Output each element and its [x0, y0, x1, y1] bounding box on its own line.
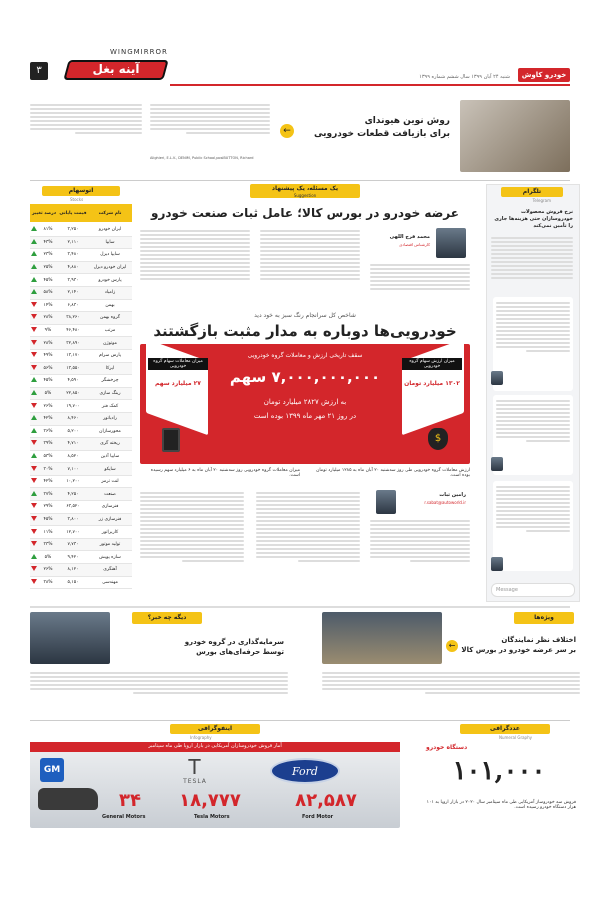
stock-price: ۶,۸۳۰: [67, 302, 79, 308]
arrow-up-icon: [30, 251, 38, 258]
table-row: [30, 551, 132, 564]
header-rule: [170, 84, 570, 86]
stock-name: لنت ترمز: [101, 479, 119, 485]
table-row: [30, 476, 132, 489]
stock-price: ۴۶,۴۸۰: [66, 328, 80, 334]
divider: [30, 720, 570, 721]
infography-caption: آمار فروش خودروسازان آمریکایی در بازار اروپا طی ماه سپتامبر: [148, 743, 282, 749]
ford-logo: [270, 758, 340, 784]
stock-change: ۳۸%: [43, 579, 53, 585]
table-row: [30, 300, 132, 313]
telegram-label: تلگرام: [501, 187, 563, 197]
stock-change: ۲۸%: [43, 340, 53, 346]
stock-price: ۱۳,۱۷۰: [66, 353, 80, 359]
stock-change: ۴۹%: [43, 353, 53, 359]
arrow-icon: ←: [280, 124, 294, 138]
suggestion-section: [140, 184, 470, 310]
headlines-title-line1: اختلاف نظر نمایندگان: [501, 636, 576, 644]
infographic-date-line: در روز ۲۱ مهر ماه ۱۳۹۹ بوده است: [253, 412, 357, 420]
stock-name: صنعت: [104, 491, 116, 497]
main-body-3: [140, 490, 244, 564]
gm-logo: [40, 758, 64, 782]
stock-name: آهنگری: [103, 567, 117, 573]
another-view-section: [30, 612, 288, 716]
top-story-title-line2: برای بازیافت قطعات خودرویی: [313, 129, 450, 139]
stock-change: ۳۹%: [43, 441, 53, 447]
table-row: [30, 539, 132, 552]
table-row: [30, 526, 132, 539]
arrow-down-icon: [30, 566, 38, 573]
stock-change: ۲۸%: [43, 315, 53, 321]
suggestion-author-role: کارشناس اقتصادی: [399, 242, 430, 247]
stock-name: پارس سرام: [98, 353, 121, 359]
arrow-up-icon: [30, 264, 38, 271]
infographic-bottom-right: ارزش معاملات گروه خودرویی طی روز سه‌شنبه ۲۰ آبان ماه به ۱۲۸۵ میلیارد تومان بوده است.: [316, 468, 470, 478]
numeral-graphy-label: عددگرافی: [460, 724, 550, 734]
top-story-title-line1: روش نوین هیوندای: [364, 116, 450, 126]
table-row: [30, 337, 132, 350]
arrow-up-icon: [30, 239, 38, 246]
suggestion-title: عرضه خودرو در بورس کالا؛ عامل ثبات صنعت خودرو: [151, 206, 459, 220]
tesla-t-icon: T: [188, 755, 202, 779]
message-input[interactable]: [491, 583, 575, 597]
table-row: [30, 363, 132, 376]
stock-name: ساپکو: [104, 466, 116, 472]
arrow-down-icon: [30, 440, 38, 447]
main-author-email: r.sabat@autoworld.ir: [424, 500, 466, 505]
top-story-title: [300, 116, 450, 139]
stock-name: رادیاتور: [103, 416, 117, 422]
top-story-body-1: [150, 102, 270, 136]
stock-change: ۳۶%: [43, 428, 53, 434]
arrow-down-icon: [30, 579, 38, 586]
telegram-sublabel: Telegram: [532, 198, 551, 203]
arrow-down-icon: [30, 314, 38, 321]
headlines-section: [322, 612, 580, 716]
stock-price: ۳,۲۵۰: [67, 227, 79, 233]
numeral-graphy-section: [418, 724, 580, 824]
header-price: قیمت پایانی: [59, 210, 87, 216]
arrow-up-icon: [30, 226, 38, 233]
another-view-title-line1: سرمایه‌گذاری در گروه خودرو: [184, 638, 284, 646]
stock-change: ۲۵%: [43, 265, 53, 271]
infography-sublabel: Infography: [190, 735, 212, 740]
table-row: [30, 501, 132, 514]
arrow-down-icon: [30, 516, 38, 523]
main-story-title: خودرویی‌ها دوباره به مدار مثبت بازگشتند: [153, 322, 457, 340]
section-title: آینه بغل: [92, 62, 140, 76]
car-icon: [38, 788, 98, 810]
table-row: [30, 388, 132, 401]
header-company: نام شرکت: [98, 210, 122, 216]
avatar: [491, 457, 503, 471]
stocks-table: [30, 184, 132, 602]
main-story-kicker: شاخص کل سرانجام رنگ سبز به خود دید: [254, 312, 356, 319]
headlines-title-line2: بر سر عرضه خودرو در بورس کالا: [461, 646, 576, 654]
numeral-graphy-sublabel: Numeral Graphy: [499, 735, 532, 740]
main-author-photo: [376, 490, 396, 514]
numeral-graphy-number: ۱۰۱,۰۰۰: [452, 756, 546, 786]
table-row: [30, 224, 132, 237]
stock-change: ۴۵%: [43, 378, 53, 384]
stock-change: ۵%: [44, 554, 52, 560]
suggestion-label: یک مسئله، یک پیشنهاد: [271, 185, 339, 192]
stocks-label: اتوسهام: [42, 186, 120, 196]
stock-name: کاربراتور: [101, 529, 119, 535]
arrow-up-icon: [30, 377, 38, 384]
stock-change: ۴۲%: [43, 479, 53, 485]
another-view-photo: [30, 612, 110, 664]
stock-name: گروه بهمن: [100, 315, 120, 321]
arrow-down-icon: [30, 541, 38, 548]
arrow-up-icon: [30, 277, 38, 284]
headlines-body: [322, 670, 580, 696]
suggestion-author: محمد فرج اللهی: [389, 234, 430, 240]
stocks-header: [30, 204, 132, 222]
stock-name: سایپا آذین: [100, 453, 120, 459]
telegram-body-1: [491, 235, 573, 281]
infography-panel: [30, 742, 400, 828]
suggestion-body-1: [370, 262, 470, 292]
arrow-up-icon: [30, 390, 38, 397]
arrow-up-icon: [30, 491, 38, 498]
stock-change: ۵۳%: [43, 453, 53, 459]
stock-change: ۴۵%: [43, 516, 53, 522]
stock-name: چرخشگر: [101, 378, 119, 384]
numeral-graphy-caption: فروش سه خودروساز آمریکایی طی ماه سپتامبر سال ۲۰۲۰ در بازار اروپا به ۱۰۱ هزار دستگاه خودرو رسیده است.: [426, 800, 576, 810]
table-row: [30, 451, 132, 464]
arrow-down-icon: [30, 365, 38, 372]
table-row: [30, 413, 132, 426]
infographic-value-line: به ارزش ۲۸۲۷ میلیارد تومان: [263, 398, 347, 406]
telegram-bubble-2: [493, 395, 573, 475]
stock-price: ۴,۷۱۰: [67, 441, 79, 447]
main-story: [140, 312, 470, 602]
stock-name: مهندسی: [102, 579, 118, 585]
stock-change: ۸۱%: [43, 227, 53, 233]
stock-change: ۴۵%: [43, 277, 53, 283]
right-stat-block: [402, 339, 464, 436]
stock-change: ۱۱%: [43, 529, 53, 535]
stock-name: سازه پویش: [99, 554, 121, 560]
stock-price: ۹,۴۲۰: [67, 554, 79, 560]
gm-logo-text: GM: [43, 765, 61, 775]
table-row: [30, 325, 132, 338]
wing-mirror-label: WINGMIRROR: [110, 48, 168, 56]
table-row: [30, 287, 132, 300]
table-row: [30, 463, 132, 476]
arrow-up-icon: [30, 415, 38, 422]
masthead: [30, 48, 570, 92]
stock-price: ۶۳,۵۲۰: [66, 504, 80, 510]
another-view-title: [114, 638, 284, 656]
main-body-1: [370, 518, 470, 564]
tesla-value: ۱۸,۷۷۷: [179, 790, 241, 811]
stock-price: ۵,۱۵۰: [67, 579, 79, 585]
stock-price: ۴,۸۸۰: [67, 265, 79, 271]
stock-change: ۴۲%: [43, 416, 53, 422]
stock-change: ۲۶%: [43, 567, 53, 573]
suggestion-body-3: [140, 228, 250, 282]
stock-price: ۱۹,۷۰۰: [66, 403, 80, 409]
stock-price: ۳,۴۸۰: [67, 252, 79, 258]
stock-change: ۲۶%: [43, 403, 53, 409]
stock-price: ۸,۵۲۰: [67, 453, 79, 459]
page-number: ۳: [30, 62, 48, 80]
numeral-graphy-kicker: دستگاه خودرو: [426, 744, 468, 751]
stocks-sublabel: Stocks: [70, 197, 84, 202]
suggestion-sublabel: Suggestion: [293, 193, 317, 198]
telegram-headline: نرخ فروش محصولات خودروسازان حتی هزینه‌ها جاری را تأمین نمی‌کند: [494, 209, 573, 229]
table-row: [30, 400, 132, 413]
infographic-top-caption: سقف تاریخی ارزش و معاملات گروه خودرویی: [247, 352, 363, 359]
table-row: [30, 350, 132, 363]
table-row: [30, 426, 132, 439]
stock-price: ۱۰,۲۰۰: [66, 479, 80, 485]
top-story-credits: Alighieri, E.L.V., DENIM, Public School,posiBUTTON, Richard: [150, 156, 254, 160]
stock-price: ۸,۱۲۰: [67, 567, 79, 573]
stock-name: سایپا: [105, 239, 115, 245]
divider: [30, 180, 570, 181]
table-row: [30, 249, 132, 262]
stock-change: ۳۰%: [43, 466, 53, 472]
table-row: [30, 577, 132, 590]
stock-price: ۳,۸۰۰: [67, 516, 79, 522]
stock-name: ریخته گری: [100, 441, 120, 447]
table-row: [30, 237, 132, 250]
stock-price: ۳۲,۸۹۰: [66, 340, 80, 346]
stock-price: ۳,۹۳۰: [67, 277, 79, 283]
stock-price: ۲,۱۱۰: [67, 239, 79, 245]
arrow-icon: ←: [446, 640, 458, 652]
table-row: [30, 375, 132, 388]
stock-price: ۲۲,۸۵۰: [66, 391, 80, 397]
another-view-label: دیگه چه خبر؟: [132, 612, 202, 624]
stock-price: ۱۲,۷۰۰: [66, 529, 80, 535]
stock-name: فنرسازی: [101, 504, 119, 510]
telegram-bubble-1: [493, 297, 573, 391]
stock-name: مرتب: [104, 328, 116, 334]
stock-change: ۵۸%: [43, 290, 53, 296]
arrow-up-icon: [30, 453, 38, 460]
left-stat-block: [146, 339, 208, 436]
stock-change: ۹%: [44, 328, 52, 334]
stock-price: ۸,۴۶۰: [67, 416, 79, 422]
infography-section: [30, 724, 400, 828]
main-author: رامین ثبات: [439, 492, 466, 498]
stock-change: ۵۶%: [43, 365, 53, 371]
stock-change: ۵%: [44, 391, 52, 397]
avatar: [491, 557, 503, 571]
left-stat-label: میزان معاملات سهام گروه خودرویی: [148, 358, 208, 370]
headlines-photo: [322, 612, 442, 664]
table-row: [30, 564, 132, 577]
arrow-up-icon: [30, 554, 38, 561]
stock-name: ایرکا: [105, 365, 115, 371]
stock-change: ۲۹%: [43, 504, 53, 510]
header-change: درصد تغییر: [31, 210, 57, 216]
stock-change: ۴۳%: [43, 239, 53, 245]
arrow-down-icon: [30, 466, 38, 473]
message-placeholder: Message: [496, 587, 518, 593]
arrow-down-icon: [30, 327, 38, 334]
tesla-logo-text: TESLA: [183, 778, 207, 785]
table-row: [30, 262, 132, 275]
stock-name: سایپا دیزل: [100, 252, 120, 258]
arrow-down-icon: [30, 340, 38, 347]
table-row: [30, 488, 132, 501]
arrow-down-icon: [30, 403, 38, 410]
stock-change: ۳۷%: [43, 491, 53, 497]
stock-price: ۴,۵۹۰: [67, 378, 79, 384]
main-body-2: [256, 490, 360, 564]
stock-price: ۱۳,۵۵۰: [66, 365, 80, 371]
stock-price: ۳۸,۲۶۰: [66, 315, 80, 321]
arrow-down-icon: [30, 529, 38, 536]
stock-name: ایران خودرو دیزل: [93, 265, 127, 271]
suggestion-body-2: [260, 228, 360, 282]
infographic-big-number: ۷,۰۰۰,۰۰۰,۰۰۰ سهم: [229, 368, 381, 386]
tesla-logo: [170, 756, 220, 788]
telegram-column: [486, 184, 580, 602]
calculator-icon: [162, 428, 180, 452]
stock-price: ۴,۲۵۰: [67, 491, 79, 497]
stock-price: ۵,۲۰۰: [67, 428, 79, 434]
top-story: [30, 96, 570, 176]
arrow-up-icon: [30, 289, 38, 296]
stock-name: زامیاد: [104, 290, 116, 296]
arrow-down-icon: [30, 302, 38, 309]
ford-value: ۸۲,۵۸۷: [295, 790, 357, 811]
stock-name: بهمن: [105, 302, 115, 308]
table-row: [30, 514, 132, 527]
arrow-down-icon: [30, 503, 38, 510]
stock-price: ۷,۷۳۰: [67, 542, 79, 548]
avatar: [491, 371, 503, 385]
money-bag-icon: $: [428, 428, 448, 450]
ford-name: Ford Motor: [302, 814, 334, 820]
stock-name: رینگ سازی: [99, 391, 121, 397]
right-stat-value: ۱۳۰۲ میلیارد تومان: [404, 380, 460, 387]
stock-name: کمک فنر: [101, 403, 119, 409]
headlines-label: ویژه‌ها: [514, 612, 574, 624]
stock-name: محورسازان: [99, 428, 121, 434]
stock-name: پارس خودرو: [98, 277, 122, 283]
another-view-title-line2: توسط حرفه‌ای‌های بورس: [196, 648, 284, 656]
top-story-body-2: [30, 102, 142, 136]
gm-value: ۳۴: [119, 790, 141, 811]
stock-name: موتوژن: [103, 340, 117, 346]
stock-change: ۳۳%: [43, 542, 53, 548]
left-stat-value: ۲۷ میلیارد سهم: [155, 380, 201, 387]
stock-change: ۱۴%: [43, 302, 53, 308]
arrow-down-icon: [30, 352, 38, 359]
stock-price: ۲,۱۴۰: [67, 290, 79, 296]
arrow-down-icon: [30, 478, 38, 485]
another-view-body: [30, 670, 288, 696]
table-row: [30, 438, 132, 451]
divider: [30, 606, 570, 608]
stock-price: ۷,۱۰۰: [67, 466, 79, 472]
stock-rows: [30, 224, 132, 589]
table-row: [30, 274, 132, 287]
telegram-bubble-3: [493, 481, 573, 571]
tesla-name: Tesla Motors: [194, 814, 230, 820]
gm-name: General Motors: [102, 814, 146, 820]
date-line: شنبه ۲۴ آبان ۱۳۹۹ سال ششم شماره ۱۳۹۹: [419, 74, 510, 80]
infography-label: اینفوگرافی: [170, 724, 260, 734]
infographic-panel: [140, 344, 470, 464]
stock-name: تولید موتور: [99, 542, 121, 548]
author-photo: [436, 228, 466, 258]
stock-change: ۲۳%: [43, 252, 53, 258]
headlines-title: [446, 636, 576, 654]
top-story-photo: [460, 100, 570, 172]
stock-name: فنرسازی زر: [98, 516, 122, 522]
infographic-bottom-left: میزان معاملات گروه خودرویی روز سه‌شنبه ۲۰ آبان ماه به ۶ میلیارد سهم رسیده است.: [150, 468, 300, 478]
stock-name: ایران خودرو: [98, 227, 122, 233]
right-stat-label: میزان ارزش سهام گروه خودرویی: [402, 358, 462, 370]
paper-logo: خودرو کاوش: [518, 68, 570, 82]
table-row: [30, 312, 132, 325]
arrow-up-icon: [30, 428, 38, 435]
ford-logo-text: Ford: [292, 765, 318, 778]
